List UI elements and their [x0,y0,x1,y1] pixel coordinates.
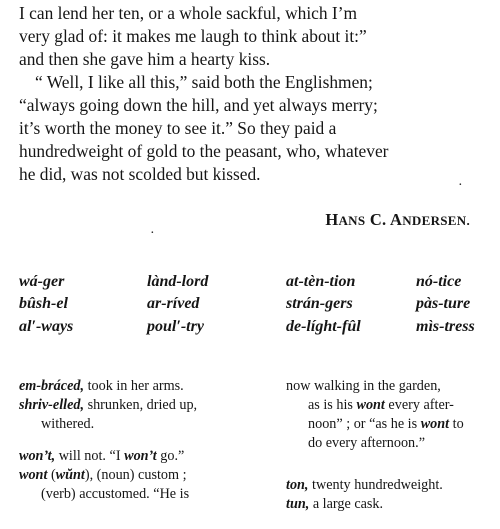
glossary-entry: tun, a large cask. [286,496,384,512]
glossary-text-line: noon” ; or “as he is wont to [308,416,464,432]
glossary-entry-continuation: withered. [41,416,95,432]
printer-speck: · [458,178,463,193]
spelling-word: nó-tice [416,273,462,290]
glossary-entry: em-bráced, took in her arms. [19,378,184,394]
spelling-word: lànd-lord [147,273,209,290]
text-line: and then she gave him a hearty kiss. [19,49,271,69]
glossary-entry: won’t, will not. “I won’t go.” [19,448,185,464]
glossary-entry: shriv-elled, shrunken, dried up, [19,397,198,413]
text-line: very glad of: it makes me laugh to think about it:” [19,26,367,46]
text-line: he did, was not scolded but kissed. [19,164,261,184]
story-paragraph-1 [19,2,489,71]
printer-speck: · [150,226,155,241]
author-signature: HANS C. ANDERSEN. [325,210,470,229]
story-paragraph-2 [19,71,489,186]
text-line: it’s worth the money to see it.” So they paid a [19,118,337,138]
spelling-word: mìs-tress [416,318,475,335]
spelling-word: at-tèn-tion [286,273,356,290]
spelling-word: de-líght-fûl [286,318,361,335]
spelling-word: poul′-try [147,318,204,335]
glossary-text-line: now walking in the garden, [286,378,441,394]
spelling-word: al′-ways [19,318,74,335]
spelling-word: bûsh-el [19,295,68,312]
text-line: “ Well, I like all this,” said both the Englishmen; [35,72,373,92]
text-line: I can lend her ten, or a whole sackful, which I’m [19,3,358,23]
glossary-entry: wont (wŭnt), (noun) custom ; [19,467,187,483]
spelling-word: ar-ríved [147,295,200,312]
glossary-text-line: as is his wont every after- [308,397,454,413]
text-line: hundredweight of gold to the peasant, who, whatever [19,141,389,161]
text-line: “always going down the hill, and yet always merry; [19,95,378,115]
glossary-entry: ton, twenty hundredweight. [286,477,443,493]
glossary-entry-continuation: (verb) accustomed. “He is [41,486,190,502]
glossary-text-line: do every afternoon.” [308,435,425,451]
spelling-word: pàs-ture [416,295,471,312]
spelling-word: strán-gers [286,295,353,312]
spelling-word: wá-ger [19,273,65,290]
